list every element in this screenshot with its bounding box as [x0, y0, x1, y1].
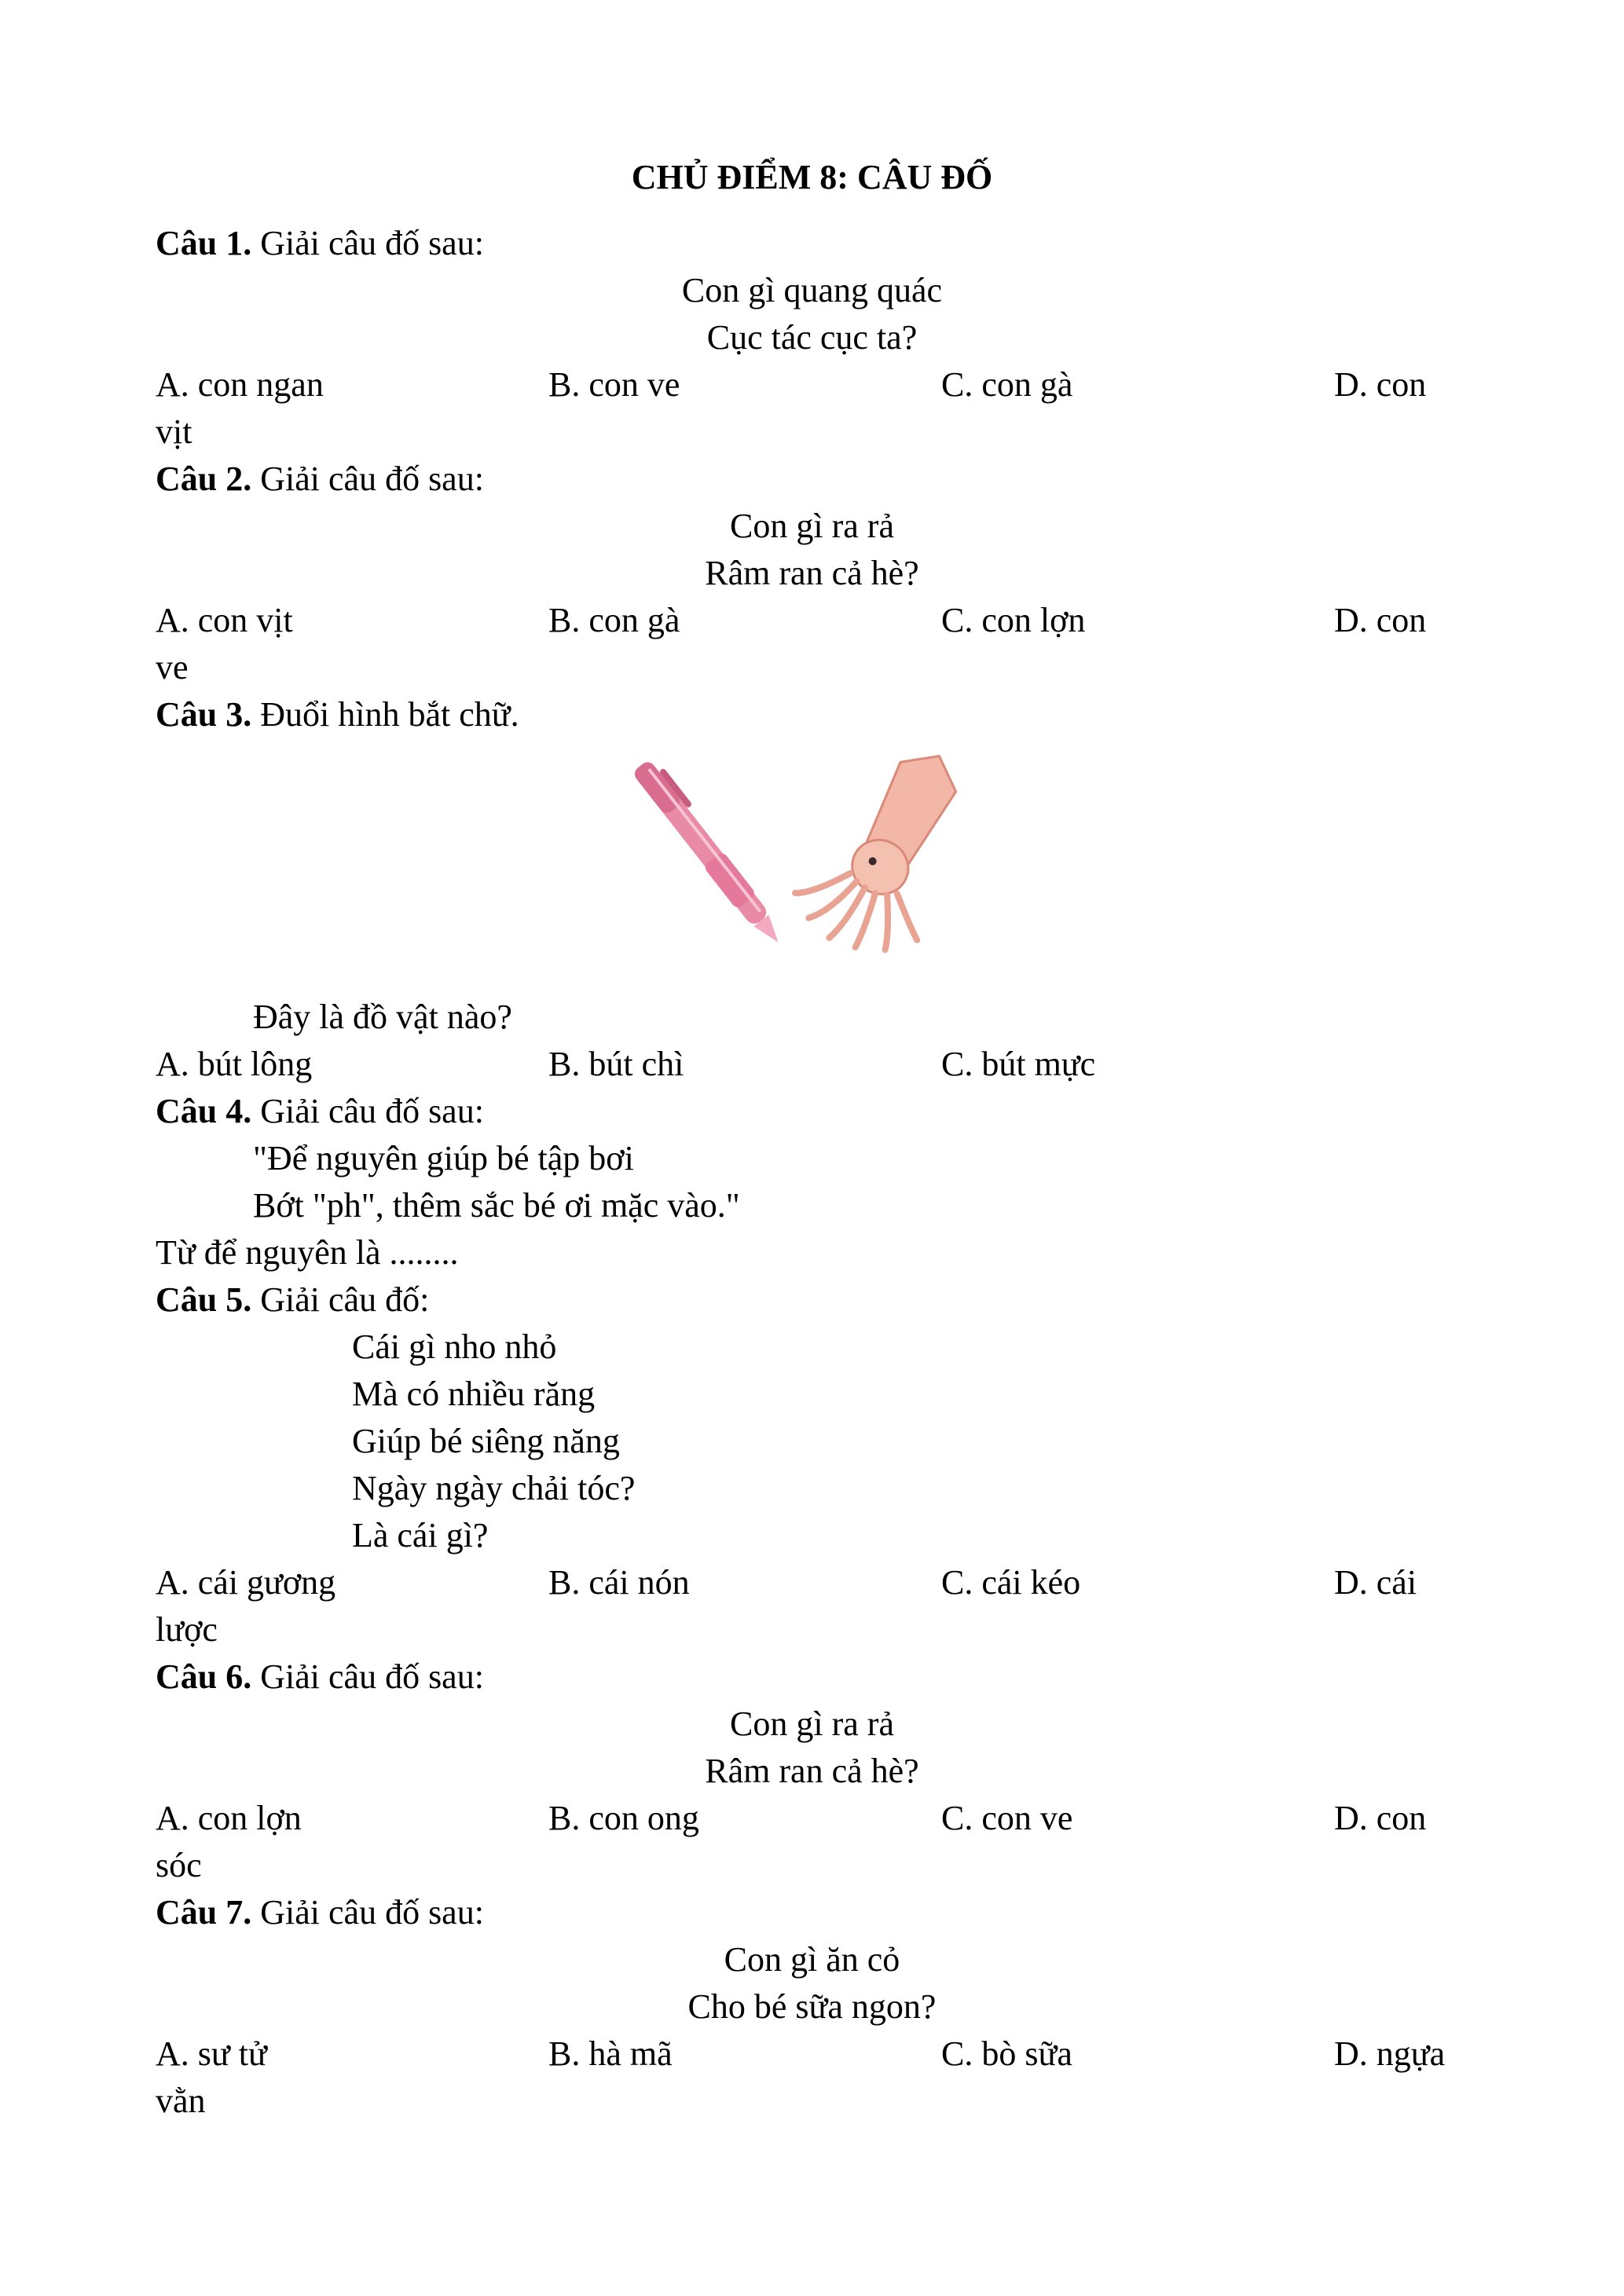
question-1-options	[156, 361, 1491, 408]
question-4-riddle-line: Bớt "ph", thêm sắc bé ơi mặc vào."	[253, 1186, 740, 1225]
question-3-heading	[156, 691, 519, 738]
option-b: B. cái nón	[548, 1563, 690, 1602]
question-6-riddle-line: Con gì ra rả	[730, 1705, 894, 1743]
option-c: C. con ve	[941, 1799, 1073, 1837]
question-7-riddle-line: Cho bé sữa ngon?	[687, 1987, 937, 2026]
question-3-label: Câu 3.	[156, 695, 252, 734]
pen-and-squid-picture	[621, 742, 1014, 986]
question-5-riddle-line: Giúp bé siêng năng	[352, 1422, 620, 1460]
squid-icon	[784, 742, 998, 975]
option-d: D. ngựa	[1334, 2034, 1446, 2073]
option-d-continuation: vịt	[156, 412, 192, 451]
option-a: A. con ngan	[156, 365, 324, 404]
question-5-riddle-line: Ngày ngày chải tóc?	[352, 1469, 636, 1507]
question-3-question: Đây là đồ vật nào?	[253, 998, 512, 1036]
question-5-heading	[156, 1276, 429, 1324]
question-4-prompt: Giải câu đố sau:	[251, 1092, 484, 1130]
option-b: B. con ong	[548, 1799, 699, 1837]
question-1-prompt: Giải câu đố sau:	[251, 224, 484, 262]
question-2-label: Câu 2.	[156, 460, 252, 498]
option-a: A. con lợn	[156, 1799, 302, 1837]
option-c: C. bút mực	[941, 1045, 1096, 1083]
question-2-riddle-line: Râm ran cả hè?	[705, 554, 919, 592]
question-1-label: Câu 1.	[156, 224, 252, 262]
question-7-label: Câu 7.	[156, 1893, 252, 1932]
option-d: D. cái	[1334, 1563, 1417, 1602]
option-c: C. con gà	[941, 365, 1073, 404]
question-5-prompt: Giải câu đố:	[251, 1280, 430, 1319]
question-5-label: Câu 5.	[156, 1280, 252, 1319]
question-4-heading	[156, 1088, 484, 1135]
option-b: B. con ve	[548, 365, 680, 404]
option-b: B. hà mã	[548, 2034, 673, 2073]
option-c: C. cái kéo	[941, 1563, 1081, 1602]
option-c: C. con lợn	[941, 601, 1086, 639]
question-2-heading	[156, 456, 484, 503]
page-title: CHỦ ĐIỂM 8: CÂU ĐỐ	[631, 158, 993, 196]
question-5-options	[156, 1559, 1491, 1606]
question-6-label: Câu 6.	[156, 1657, 252, 1696]
question-7-heading	[156, 1889, 484, 1936]
question-2-prompt: Giải câu đố sau:	[251, 460, 484, 498]
question-1-riddle-line: Con gì quang quác	[681, 271, 943, 309]
question-4-riddle-line: "Để nguyên giúp bé tập bơi	[253, 1139, 634, 1177]
option-a: A. sư tử	[156, 2034, 267, 2073]
question-7-prompt: Giải câu đố sau:	[251, 1893, 484, 1932]
question-7-options	[156, 2031, 1491, 2078]
question-6-riddle-line: Râm ran cả hè?	[705, 1752, 919, 1790]
option-b: B. con gà	[548, 601, 680, 639]
question-6-options	[156, 1795, 1491, 1842]
question-4-label: Câu 4.	[156, 1092, 252, 1130]
option-d-continuation: sóc	[156, 1846, 202, 1884]
question-5-riddle-line: Cái gì nho nhỏ	[352, 1327, 557, 1366]
question-3-prompt: Đuổi hình bắt chữ.	[251, 695, 519, 734]
option-a: A. bút lông	[156, 1045, 313, 1083]
option-d-continuation: vằn	[156, 2082, 206, 2120]
question-3-options	[156, 1041, 1491, 1088]
option-d: D. con	[1334, 601, 1427, 639]
question-2-options	[156, 597, 1491, 644]
question-6-prompt: Giải câu đố sau:	[251, 1657, 484, 1696]
question-5-riddle-line: Là cái gì?	[352, 1516, 489, 1554]
option-d: D. con	[1334, 365, 1427, 404]
pen-and-squid-icon	[621, 742, 1014, 986]
question-5-riddle-line: Mà có nhiều răng	[352, 1375, 596, 1413]
question-6-heading	[156, 1653, 484, 1701]
option-c: C. bò sữa	[941, 2034, 1072, 2073]
question-4-answer-line: Từ để nguyên là ........	[156, 1233, 459, 1272]
question-1-riddle-line: Cục tác cục ta?	[706, 318, 918, 357]
question-2-riddle-line: Con gì ra rả	[730, 507, 894, 545]
option-a: A. cái gương	[156, 1563, 336, 1602]
option-d-continuation: lược	[156, 1610, 218, 1649]
option-d: D. con	[1334, 1799, 1427, 1837]
pen-icon	[630, 755, 791, 950]
option-b: B. bút chì	[548, 1045, 684, 1083]
question-7-riddle-line: Con gì ăn cỏ	[724, 1940, 900, 1979]
option-a: A. con vịt	[156, 601, 293, 639]
question-1-heading	[156, 220, 484, 267]
option-d-continuation: ve	[156, 648, 189, 687]
